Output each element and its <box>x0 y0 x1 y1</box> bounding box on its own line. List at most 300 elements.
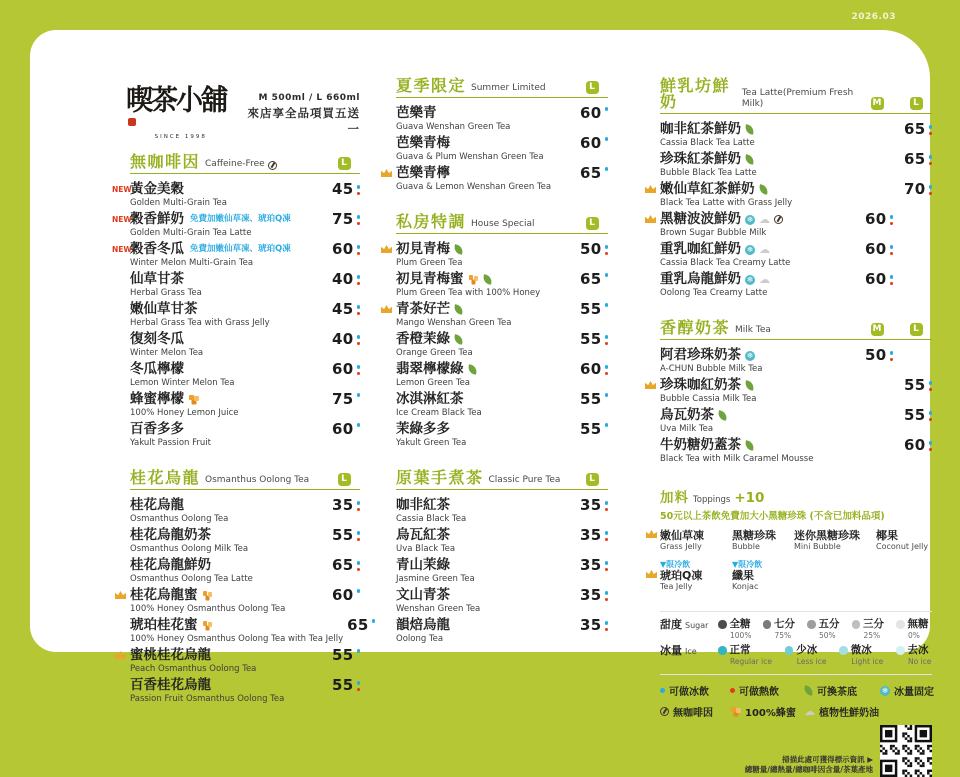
size-slot-l <box>328 648 360 663</box>
item-name-en: Plum Green Tea <box>396 258 463 268</box>
menu-item <box>130 392 360 418</box>
price-value: 35 <box>580 496 602 514</box>
sugar-option <box>896 619 932 640</box>
item-name-en: Bubble Cassia Milk Tea <box>660 394 757 404</box>
item-name: 初見青梅蜜 <box>396 271 464 287</box>
legend-item <box>804 683 880 698</box>
size-slots <box>576 81 608 94</box>
item-price <box>332 302 360 317</box>
hot-dot <box>357 568 361 572</box>
sugar-option-zh: 三分 <box>863 618 884 630</box>
size-slots <box>328 362 360 388</box>
menu-section <box>112 152 360 448</box>
item-name-zh <box>130 182 227 197</box>
item-text <box>130 648 256 674</box>
item-name-en: Passion Fruit Osmanthus Oolong Tea <box>130 694 285 704</box>
iced-dot <box>372 619 376 623</box>
iced-dot <box>605 393 609 397</box>
item-name-zh <box>396 106 510 121</box>
size-slot-l <box>576 81 608 94</box>
menu-item <box>396 528 608 554</box>
size-slots <box>328 648 360 674</box>
no-caffeine-icon <box>660 707 669 716</box>
no-caffeine-icon <box>774 215 783 224</box>
temperature-dots <box>357 332 361 345</box>
toppings-title-zh: 加料 <box>660 490 689 506</box>
toppings-title <box>660 486 932 506</box>
size-slot-l <box>328 362 360 377</box>
item-name-en: Black Tea with Milk Caramel Mousse <box>660 454 814 464</box>
item-name-zh <box>396 528 455 543</box>
topping-item <box>794 529 876 552</box>
red-dot-icon <box>730 688 735 693</box>
size-slots <box>861 182 932 208</box>
legend-item <box>660 683 730 698</box>
toppings-row <box>660 559 932 599</box>
item-name-zh <box>130 618 343 633</box>
hot-dot <box>357 508 361 512</box>
menu-item <box>396 136 608 162</box>
size-slot-l <box>900 97 932 110</box>
item-name-en: Brown Sugar Bubble Milk <box>660 228 767 238</box>
item-name-zh <box>396 166 551 181</box>
price-value: 65 <box>580 164 602 182</box>
item-name-zh <box>396 362 477 377</box>
iced-dot <box>890 245 894 249</box>
item-name: 桂花烏龍奶茶 <box>130 527 211 543</box>
size-slot-l <box>576 166 608 181</box>
temperature-dots <box>605 422 609 427</box>
item-name: 穀香鮮奶 <box>130 211 184 227</box>
item-text <box>130 242 291 268</box>
item-name: 百香桂花烏龍 <box>130 677 211 693</box>
iced-dot <box>890 215 894 219</box>
item-name: 珍珠紅茶鮮奶 <box>660 151 741 167</box>
size-slot-l <box>576 106 608 121</box>
price-value: 75 <box>332 390 354 408</box>
section-subtitle: Osmanthus Oolong Tea <box>205 475 310 485</box>
price-value: 45 <box>332 180 354 198</box>
price-value: 60 <box>332 586 354 604</box>
item-price <box>580 422 608 437</box>
item-text <box>396 362 477 388</box>
size-slots <box>576 473 608 486</box>
hot-dot <box>929 192 933 196</box>
ice-options <box>718 645 932 666</box>
item-name-en: Osmanthus Oolong Milk Tea <box>130 544 249 554</box>
crown-icon <box>115 651 126 659</box>
item-text <box>130 332 203 358</box>
item-text <box>396 106 510 132</box>
sugar-option-zh: 無糖 <box>907 618 929 630</box>
qr-notes <box>745 755 873 777</box>
size-slots <box>576 217 608 230</box>
leaf-icon <box>744 124 755 135</box>
menu-item <box>660 272 932 298</box>
size-slots <box>576 272 608 298</box>
item-name: 烏瓦奶茶 <box>660 407 714 423</box>
legend-label: 可換茶底 <box>817 687 857 698</box>
leaf-icon <box>453 304 464 315</box>
item-name: 嫩仙草紅茶鮮奶 <box>660 181 755 197</box>
hot-dot <box>929 388 933 392</box>
hot-dot <box>605 598 609 602</box>
item-text <box>660 378 756 404</box>
item-text <box>130 588 285 614</box>
item-name: 黑糖波波鮮奶 <box>660 211 741 227</box>
hot-dot <box>605 372 609 376</box>
iced-dot <box>929 155 933 159</box>
hot-dot <box>890 358 894 362</box>
iced-dot <box>890 275 894 279</box>
brand-logo <box>126 78 236 140</box>
iced-dot <box>605 303 609 307</box>
size-slot-l <box>328 498 360 513</box>
item-price <box>865 212 893 227</box>
price-value: 65 <box>332 556 354 574</box>
item-text <box>130 182 227 208</box>
size-slots <box>576 588 608 614</box>
item-name: 蜜桃桂花烏龍 <box>130 647 211 663</box>
item-text <box>396 558 475 584</box>
ice-option-sub: Regular ice <box>730 657 772 666</box>
item-name-en: Osmanthus Oolong Tea <box>130 514 229 524</box>
size-badge-l: L <box>586 81 599 94</box>
section-subtitle: Summer Limited <box>471 83 546 93</box>
section-subtitle: Caffeine-Free <box>205 159 265 169</box>
size-slots <box>328 332 360 358</box>
size-slots <box>328 242 360 268</box>
menu-item <box>130 528 360 554</box>
iced-dot <box>929 441 933 445</box>
item-name-zh <box>396 618 450 633</box>
iced-dot <box>357 245 361 249</box>
legend-section <box>660 674 932 719</box>
legend-label: 冰量固定 <box>894 687 934 698</box>
temperature-dots <box>605 242 609 255</box>
hot-dot <box>605 628 609 632</box>
temperature-dots <box>357 422 361 427</box>
item-price <box>580 558 608 573</box>
iced-dot <box>357 305 361 309</box>
ice-option-sub: Less ice <box>796 657 827 666</box>
temperature-dots <box>929 378 933 391</box>
size-slot-l <box>328 392 360 407</box>
item-name-en: Golden Multi-Grain Tea <box>130 198 227 208</box>
temperature-dots <box>357 588 361 593</box>
item-name-zh <box>660 122 755 137</box>
sugar-label-zh: 甜度 <box>660 618 682 631</box>
size-slot-l <box>576 422 608 437</box>
size-slots <box>861 242 932 268</box>
menu-item <box>396 618 608 644</box>
size-slots <box>576 498 608 524</box>
price-value: 50 <box>580 240 602 258</box>
iced-dot <box>357 335 361 339</box>
size-slot-m <box>861 97 893 110</box>
brand-logo-text: 喫茶小舖 <box>126 84 226 117</box>
legend-item <box>730 704 804 719</box>
iced-dot <box>605 531 609 535</box>
size-slot-m <box>861 272 893 287</box>
item-text <box>660 438 813 464</box>
menu-item <box>112 180 360 208</box>
item-text <box>660 212 783 238</box>
ice-option <box>718 645 772 666</box>
legend-item <box>660 704 730 719</box>
size-slot-m <box>861 323 893 336</box>
qr-note-line2: 總糖量/總熱量/總咖啡因含量/茶葉產地 <box>744 765 873 774</box>
item-name-zh <box>660 408 727 423</box>
price-value: 55 <box>332 676 354 694</box>
size-badge-l: L <box>338 473 351 486</box>
menu-item <box>660 378 932 404</box>
item-name: 芭樂青檸 <box>396 165 450 181</box>
size-badge-l: L <box>586 473 599 486</box>
iced-dot <box>357 589 361 593</box>
item-name: 穀香冬瓜 <box>130 241 184 257</box>
item-name: 冬瓜檸檬 <box>130 361 184 377</box>
qr-code <box>880 725 932 777</box>
topping-item <box>732 559 794 592</box>
item-name-zh <box>396 422 466 437</box>
cream-cloud-icon <box>759 245 770 255</box>
price-value: 45 <box>332 300 354 318</box>
iced-dot <box>605 561 609 565</box>
hot-dot <box>605 508 609 512</box>
item-name-en: Uva Black Tea <box>396 544 456 554</box>
menu-item <box>130 678 360 704</box>
size-slot-l <box>576 302 608 317</box>
temperature-dots <box>890 212 894 225</box>
size-slot-l <box>328 272 360 287</box>
topping-item <box>732 529 794 552</box>
size-slots <box>861 348 932 374</box>
menu-item <box>396 166 608 192</box>
size-slots <box>343 618 375 644</box>
item-name-en: Jasmine Green Tea <box>396 574 475 584</box>
size-slots <box>861 272 932 298</box>
size-slots <box>576 242 608 268</box>
item-price <box>332 362 360 377</box>
item-name-zh <box>396 136 544 151</box>
temperature-dots <box>605 618 609 631</box>
item-name-en: Lemon Green Tea <box>396 378 471 388</box>
size-slots <box>328 558 360 584</box>
item-text <box>130 498 228 524</box>
iced-dot <box>357 185 361 189</box>
item-text <box>130 302 270 328</box>
new-badge: NEW <box>112 245 132 254</box>
legend-row <box>660 704 932 719</box>
size-slots <box>576 332 608 358</box>
sugar-level-dot <box>718 620 727 629</box>
price-value: 55 <box>580 420 602 438</box>
section-title: 無咖啡因 <box>130 152 201 171</box>
size-slot-l <box>900 378 932 393</box>
item-name-en: Osmanthus Oolong Tea Latte <box>130 574 253 584</box>
leaf-icon <box>453 334 464 345</box>
item-price <box>580 498 608 513</box>
menu-item <box>130 588 360 614</box>
menu-item <box>396 422 608 448</box>
item-price <box>332 558 360 573</box>
item-text <box>396 166 551 192</box>
crown-icon <box>645 381 656 389</box>
item-name-en: Guava & Lemon Wenshan Green Tea <box>396 182 552 192</box>
iced-dot <box>357 501 361 505</box>
item-price <box>580 272 608 287</box>
leaf-icon <box>482 274 493 285</box>
item-text <box>660 408 727 434</box>
price-value: 60 <box>865 270 887 288</box>
size-slot-l <box>328 212 360 227</box>
size-slots <box>328 392 360 418</box>
item-price <box>332 332 360 347</box>
size-slots <box>576 422 608 448</box>
item-name-en: Yakult Passion Fruit <box>130 438 211 448</box>
iced-dot <box>357 423 361 427</box>
size-slot-l <box>328 302 360 317</box>
item-price <box>904 152 932 167</box>
legend-label: 無咖啡因 <box>673 708 713 719</box>
menu-item <box>130 272 360 298</box>
size-slot-l <box>900 122 932 137</box>
promo-text: 來店享全品項買五送一 <box>247 106 360 136</box>
item-name-zh <box>660 152 757 167</box>
item-price <box>332 212 360 227</box>
size-slot-l <box>328 528 360 543</box>
iced-dot <box>929 125 933 129</box>
leaf-icon <box>744 154 755 165</box>
iced-dot <box>357 561 361 565</box>
item-price <box>904 378 932 393</box>
price-value: 55 <box>904 376 926 394</box>
item-name-zh <box>130 498 228 513</box>
item-name: 香橙茉綠 <box>396 331 450 347</box>
size-slot-l <box>900 152 932 167</box>
item-price <box>347 618 375 633</box>
size-slots <box>861 378 932 404</box>
item-price <box>332 242 360 257</box>
iced-dot <box>357 215 361 219</box>
ice-level-dot <box>839 646 848 655</box>
menu-item <box>396 558 608 584</box>
item-price <box>580 136 608 151</box>
ice-fixed-icon <box>745 275 755 285</box>
toppings-note: 50元以上茶飲免費加大小黑糖珍珠 (不含已加料品項) <box>660 511 885 522</box>
temperature-dots <box>357 528 361 541</box>
section-subtitle: Milk Tea <box>735 325 771 335</box>
price-value: 60 <box>580 134 602 152</box>
item-name: 重乳烏龍鮮奶 <box>660 271 741 287</box>
size-slots <box>328 302 360 328</box>
crown-icon <box>645 185 656 193</box>
size-slot-l <box>328 588 360 603</box>
price-value: 70 <box>904 180 926 198</box>
item-name: 桂花烏龍蜜 <box>130 587 198 603</box>
temperature-dots <box>357 498 361 511</box>
size-slot-l <box>343 618 375 633</box>
iced-dot <box>357 365 361 369</box>
size-slots <box>328 498 360 524</box>
item-name-zh <box>130 392 239 407</box>
item-text <box>130 362 235 388</box>
size-slot-l <box>900 182 932 197</box>
size-slots <box>861 438 932 464</box>
price-value: 55 <box>904 406 926 424</box>
toppings-section <box>660 486 932 599</box>
hot-dot <box>357 252 361 256</box>
temperature-dots <box>929 122 933 135</box>
iced-dot <box>605 137 609 141</box>
item-name-zh <box>130 332 203 347</box>
temperature-dots <box>605 558 609 571</box>
topping-name-zh: 纖果 <box>732 569 754 582</box>
legend-label: 植物性鮮奶油 <box>819 708 879 719</box>
ice-label-zh: 冰量 <box>660 644 682 657</box>
menu-column-right <box>660 78 932 777</box>
size-slots <box>328 588 360 614</box>
section-header <box>660 320 932 340</box>
hot-dot <box>605 568 609 572</box>
size-slots <box>576 302 608 328</box>
item-text <box>396 272 540 298</box>
legend-label: 可做熱飲 <box>739 687 779 698</box>
size-slot-l <box>328 678 360 693</box>
temperature-dots <box>357 182 361 195</box>
iced-dot <box>605 365 609 369</box>
item-text <box>660 122 755 148</box>
size-slot-l <box>900 438 932 453</box>
temperature-dots <box>890 242 894 255</box>
leaf-icon <box>717 410 728 421</box>
section-title: 原葉手煮茶 <box>396 468 484 487</box>
item-price <box>865 348 893 363</box>
sugar-option <box>852 619 888 640</box>
sugar-level-dot <box>852 620 861 629</box>
item-text <box>660 152 757 178</box>
topping-name-en: Coconut Jelly <box>876 542 929 551</box>
menu-item <box>396 272 608 298</box>
item-name-zh <box>396 302 512 317</box>
cold-only-label: ▼限冷飲 <box>660 560 691 569</box>
item-text <box>396 588 480 614</box>
item-name-en: Cassia Black Tea <box>396 514 467 524</box>
item-name-en: Orange Green Tea <box>396 348 473 358</box>
temperature-dots <box>605 166 609 171</box>
ice-level-dot <box>896 646 905 655</box>
topping-name-zh: 黑糖珍珠 <box>732 529 776 542</box>
temperature-dots <box>605 588 609 601</box>
item-text <box>130 392 239 418</box>
item-price <box>332 678 360 693</box>
menu-item <box>396 362 608 388</box>
item-name: 黃金美穀 <box>130 181 184 197</box>
item-price <box>904 182 932 197</box>
item-name: 咖非紅茶鮮奶 <box>660 121 741 137</box>
menu-item <box>660 122 932 148</box>
edition-date: 2026.03 <box>851 12 896 22</box>
crown-icon <box>381 305 392 313</box>
ice-row <box>660 645 932 666</box>
section-header <box>396 214 608 234</box>
crown-icon <box>115 591 126 599</box>
iced-dot <box>890 351 894 355</box>
item-name: 芭樂青梅 <box>396 135 450 151</box>
hot-dot <box>357 372 361 376</box>
size-slots <box>576 166 608 192</box>
